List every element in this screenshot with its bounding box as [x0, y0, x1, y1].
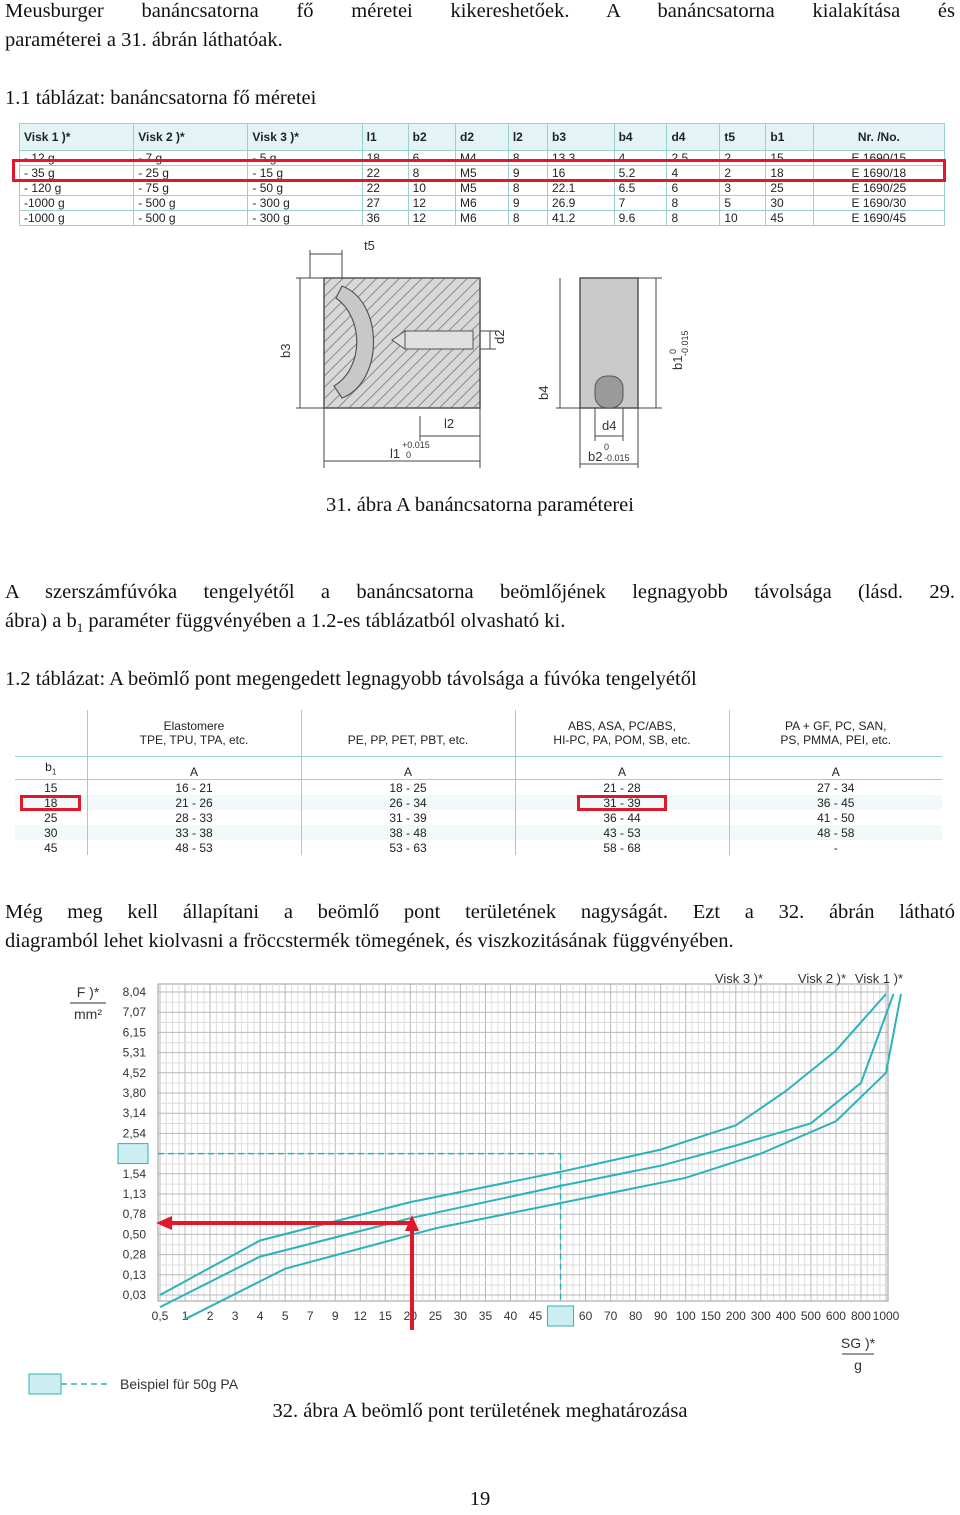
- table2-cell: 41 - 50: [729, 810, 942, 825]
- table1-cell: 41.2: [547, 211, 614, 226]
- chart-x-tick: 60: [578, 1309, 593, 1323]
- para2-line-1: A szerszámfúvóka tengelyétől a banáncsatorna beömlőjének legnagyobb távolsága (lásd. 29.: [5, 581, 955, 603]
- table1-cell: 5.2: [614, 166, 667, 181]
- chart-y-tick: 6,15: [122, 1025, 146, 1040]
- table1-cell: 5: [720, 196, 766, 211]
- table2-cell: 31 - 39: [515, 795, 729, 810]
- chart-x-tick: 500: [800, 1309, 821, 1323]
- table1-cell: - 35 g: [20, 166, 134, 181]
- table1-cell: 4: [667, 166, 720, 181]
- chart-x-tick: 12: [353, 1309, 367, 1323]
- table1-cell: 10: [720, 211, 766, 226]
- table1-highlight-row: [12, 159, 946, 182]
- table2-row: [15, 810, 942, 825]
- table2-cell: 18: [15, 795, 87, 810]
- table1-cell: 22: [362, 166, 408, 181]
- dim-b3: b3: [278, 343, 293, 358]
- table1-caption: 1.1 táblázat: banáncsatorna fő méretei: [5, 87, 317, 109]
- chart-y-highlight-box: [118, 1144, 148, 1164]
- chart-series-label: Visk 3 )*: [714, 971, 764, 986]
- chart-x-tick: 3: [231, 1309, 239, 1323]
- table1-cell: 8: [508, 151, 547, 166]
- table2-caption: 1.2 táblázat: A beömlő pont megengedett legnagyobb távolsága a fúvóka tengelyétől: [5, 668, 697, 690]
- chart-x-tick: 70: [603, 1309, 618, 1323]
- table1-cell: 26.9: [547, 196, 614, 211]
- dim-l1-tol-top: +0.015: [402, 440, 430, 450]
- chart-x-label-den: g: [854, 1357, 862, 1373]
- table1-cell: M5: [456, 181, 509, 196]
- dim-b2-tol-bot: -0.015: [604, 453, 630, 463]
- table1-cell: -1000 g: [20, 211, 134, 226]
- chart-y-label-num: F )*: [76, 984, 100, 1000]
- chart-y-tick: 0,50: [122, 1227, 146, 1242]
- table1-header: b2: [408, 124, 455, 151]
- table2-col-header: A: [515, 757, 729, 780]
- table1-cell: E 1690/15: [813, 151, 944, 166]
- table2-cell: 31 - 39: [301, 810, 515, 825]
- table1-cell: 8: [408, 166, 455, 181]
- dim-l1-tol-bot: 0: [406, 450, 412, 460]
- chart-x-tick: 20: [403, 1309, 418, 1323]
- chart-y-tick: 4,52: [122, 1065, 146, 1080]
- table1-cell: 12: [408, 211, 455, 226]
- dim-b1-tol-top: 0: [668, 348, 678, 354]
- chart-legend-swatch: [29, 1374, 61, 1394]
- chart-x-tick: 400: [775, 1309, 796, 1323]
- dim-b1: b1: [670, 355, 685, 370]
- table2: [15, 710, 942, 855]
- table2-cell: 26 - 34: [301, 795, 515, 810]
- channel-section-view: [324, 278, 480, 408]
- table1-header: b1: [766, 124, 813, 151]
- dim-d2: d2: [492, 329, 507, 344]
- table2-row: [15, 825, 942, 840]
- table1-cell: - 7 g: [134, 151, 248, 166]
- chart-y-tick: 1,54: [122, 1166, 146, 1181]
- table1-cell: E 1690/25: [813, 181, 944, 196]
- chart-series-label: Visk 2 )*: [797, 971, 847, 986]
- table1-cell: 30: [766, 196, 813, 211]
- table1-cell: - 50 g: [248, 181, 362, 196]
- table2-cell: 15: [44, 780, 58, 795]
- chart-x-tick: 100: [675, 1309, 696, 1323]
- chart-y-tick: 8,04: [122, 985, 146, 999]
- table1-cell: 18: [766, 166, 813, 181]
- table1-cell: 18: [362, 151, 408, 166]
- table1-cell: 4: [614, 151, 667, 166]
- table1-cell: 25: [766, 181, 813, 196]
- chart-y-tick: 0,13: [122, 1267, 146, 1282]
- table2-group-header: PE, PP, PET, PBT, etc.: [301, 710, 515, 757]
- dim-b2: b2: [588, 449, 603, 464]
- table2-cell: 16 - 21: [87, 780, 301, 796]
- chart-x-label-num: SG )*: [840, 1335, 876, 1351]
- chart-x-tick: 30: [453, 1309, 468, 1323]
- figure31-drawing: [260, 236, 700, 472]
- table2-cell: 21 - 28: [515, 780, 729, 796]
- table1-cell: 13.3: [547, 151, 614, 166]
- table1-cell: 3: [720, 181, 766, 196]
- table2-row: [15, 795, 942, 810]
- table2-group-empty: [15, 710, 87, 757]
- chart-x-highlight-box: [548, 1306, 574, 1326]
- chart-x-tick: 90: [654, 1309, 668, 1323]
- chart-y-tick: 2,54: [122, 1126, 146, 1141]
- table1-row: [20, 196, 945, 211]
- dim-b4: b4: [536, 385, 551, 400]
- table1-header: Nr. /No.: [813, 124, 944, 151]
- table1-cell: 22.1: [547, 181, 614, 196]
- chart-x-tick: 600: [825, 1309, 846, 1323]
- table1-cell: 6.5: [614, 181, 667, 196]
- table1-cell: 9.6: [614, 211, 667, 226]
- chart-y-tick: 5,31: [122, 1045, 146, 1060]
- figure32-caption: 32. ábra A beömlő pont területének meghatározása: [272, 1400, 688, 1422]
- para3-line-1: Még meg kell állapítani a beömlő pont területének nagyságát. Ezt a 32. ábrán látható: [5, 901, 955, 923]
- chart-x-tick: 800: [850, 1309, 871, 1323]
- chart-y-label-den: mm²: [74, 1006, 102, 1022]
- figure32-chart: [0, 965, 960, 1405]
- chart-x-tick: 80: [628, 1309, 643, 1323]
- chart-y-tick: 3,14: [122, 1106, 146, 1121]
- table2-highlight-b1: [20, 795, 81, 811]
- table1-row: [20, 211, 945, 226]
- chart-x-tick: 45: [528, 1309, 543, 1323]
- table1-header: d4: [667, 124, 720, 151]
- table1-cell: 2: [720, 151, 766, 166]
- table1-header: l2: [508, 124, 547, 151]
- table1-cell: 16: [547, 166, 614, 181]
- table1-cell: 15: [766, 151, 813, 166]
- table1-cell: E 1690/18: [813, 166, 944, 181]
- table2-col-header: A: [87, 757, 301, 780]
- dim-b2-tol-top: 0: [604, 442, 610, 452]
- table2-cell: 21 - 26: [87, 795, 301, 810]
- table2-cell: 30: [15, 825, 87, 840]
- table1-header: Visk 2 )*: [134, 124, 248, 151]
- table2-cell: 38 - 48: [301, 825, 515, 840]
- dim-b1-tol-bot: -0.015: [680, 330, 690, 356]
- table1-cell: - 500 g: [134, 196, 248, 211]
- table1-cell: 9: [508, 166, 547, 181]
- table2-cell: 33 - 38: [87, 825, 301, 840]
- table1-header: b3: [547, 124, 614, 151]
- table1-cell: 12: [408, 196, 455, 211]
- chart-x-tick: 1: [181, 1309, 189, 1323]
- table1-cell: - 15 g: [248, 166, 362, 181]
- table2-cell: 53 - 63: [301, 840, 515, 855]
- chart-y-tick: 7,07: [122, 1005, 146, 1020]
- para3-line-2: diagramból lehet kiolvasni a fröccstermék tömegének, és viszkozitásának függvényében.: [5, 930, 734, 952]
- table1-cell: 2.5: [667, 151, 720, 166]
- table1-cell: 22: [362, 181, 408, 196]
- table1-cell: M5: [456, 166, 509, 181]
- table1-header: t5: [720, 124, 766, 151]
- table1-cell: 10: [408, 181, 455, 196]
- para2-line-2: ábra) a $b_1$ paraméter függvényében a 1.2-es táblázatból olvasható ki.: [5, 610, 566, 636]
- table1-cell: E 1690/30: [813, 196, 944, 211]
- channel-side-view: [580, 278, 638, 408]
- table2-col-header: A: [301, 757, 515, 780]
- intro-line-2: paraméterei a 31. ábrán láthatóak.: [5, 29, 283, 51]
- table1-cell: -1000 g: [20, 196, 134, 211]
- figure31-caption: 31. ábra A banáncsatorna paraméterei: [326, 494, 634, 516]
- chart-y-tick: 0,03: [122, 1288, 146, 1302]
- table2-cell: 48 - 53: [87, 840, 301, 855]
- table1-header: Visk 3 )*: [248, 124, 362, 151]
- table1-header: d2: [456, 124, 509, 151]
- table2-group-header: ABS, ASA, PC/ABS, HI-PC, PA, POM, SB, etc.: [515, 710, 729, 757]
- page-number: 19: [469, 1488, 491, 1510]
- chart-legend-label: Beispiel für 50g PA: [120, 1376, 239, 1392]
- chart-series-label: Visk 1 )*: [854, 971, 904, 986]
- chart-x-tick: 5: [281, 1309, 289, 1323]
- chart-x-tick: 150: [700, 1309, 721, 1323]
- table1-cell: 7: [614, 196, 667, 211]
- table1-cell: 8: [508, 181, 547, 196]
- dim-l2: l2: [444, 416, 455, 431]
- table2-cell: 27 - 34: [729, 780, 942, 796]
- chart-x-tick: 9: [331, 1309, 339, 1323]
- chart-x-tick: 200: [725, 1309, 746, 1323]
- table2-cell: 43 - 53: [515, 825, 729, 840]
- table1-cell: 27: [362, 196, 408, 211]
- dim-l1: l1: [390, 446, 401, 461]
- table1-cell: - 5 g: [248, 151, 362, 166]
- table1-cell: M6: [456, 211, 509, 226]
- table2-row: [15, 780, 942, 796]
- chart-y-tick: 0,28: [122, 1247, 146, 1262]
- table1-cell: - 300 g: [248, 196, 362, 211]
- table2-cell: -: [729, 840, 942, 855]
- chart-x-tick: 4: [256, 1309, 264, 1323]
- table1-cell: M4: [456, 151, 509, 166]
- table1-cell: - 25 g: [134, 166, 248, 181]
- table1-cell: - 500 g: [134, 211, 248, 226]
- table1-cell: - 75 g: [134, 181, 248, 196]
- table2-cell: 58 - 68: [515, 840, 729, 855]
- table2-row: [15, 840, 942, 855]
- table1-cell: - 300 g: [248, 211, 362, 226]
- table2-cell: 28 - 33: [87, 810, 301, 825]
- intro-line-1: Meusburger banáncsatorna fő méretei kikereshetőek. A banáncsatorna kialakítása és: [5, 0, 955, 22]
- chart-x-tick: 1000: [872, 1309, 900, 1323]
- dim-d4: d4: [602, 418, 617, 433]
- table2-cell: 48 - 58: [729, 825, 942, 840]
- table1-cell: 2: [720, 166, 766, 181]
- table2-cell: 25: [44, 810, 58, 825]
- table1-cell: 8: [667, 211, 720, 226]
- table1-cell: - 12 g: [20, 151, 134, 166]
- chart-x-tick: 2: [206, 1309, 214, 1323]
- table1-cell: M6: [456, 196, 509, 211]
- table2-highlight-value: [577, 795, 667, 811]
- chart-y-tick: 1,13: [122, 1187, 146, 1201]
- table2-cell: 45: [44, 840, 58, 855]
- table1-cell: 8: [667, 196, 720, 211]
- table1-cell: 9: [508, 196, 547, 211]
- table1-cell: 8: [508, 211, 547, 226]
- table2-group-header: PA + GF, PC, SAN, PS, PMMA, PEI, etc.: [729, 710, 942, 757]
- table1-cell: 36: [362, 211, 408, 226]
- table1-header: b4: [614, 124, 667, 151]
- table2-col-header: $b_1$: [15, 757, 87, 780]
- table1-header: l1: [362, 124, 408, 151]
- table2-col-header: A: [729, 757, 942, 780]
- table1-header: Visk 1 )*: [20, 124, 134, 151]
- table1-cell: 6: [667, 181, 720, 196]
- chart-x-tick: 300: [750, 1309, 771, 1323]
- table1-row: [20, 181, 945, 196]
- table1-cell: 6: [408, 151, 455, 166]
- chart-x-tick: 40: [503, 1309, 518, 1323]
- chart-x-tick: 35: [478, 1309, 493, 1323]
- table2-cell: 36 - 44: [515, 810, 729, 825]
- chart-y-tick: 0,78: [122, 1207, 146, 1222]
- table1-cell: - 120 g: [20, 181, 134, 196]
- chart-y-tick: 3,80: [122, 1086, 146, 1100]
- table1-cell: E 1690/45: [813, 211, 944, 226]
- table2-cell: 18 - 25: [301, 780, 515, 796]
- table2-group-header: Elastomere TPE, TPU, TPA, etc.: [87, 710, 301, 757]
- chart-x-tick: 0,5: [151, 1309, 169, 1323]
- table1-cell: 45: [766, 211, 813, 226]
- dim-t5: t5: [364, 238, 375, 253]
- chart-x-tick: 7: [306, 1309, 314, 1323]
- chart-x-tick: 15: [378, 1309, 392, 1323]
- chart-x-tick: 25: [428, 1309, 443, 1323]
- table2-cell: 36 - 45: [729, 795, 942, 810]
